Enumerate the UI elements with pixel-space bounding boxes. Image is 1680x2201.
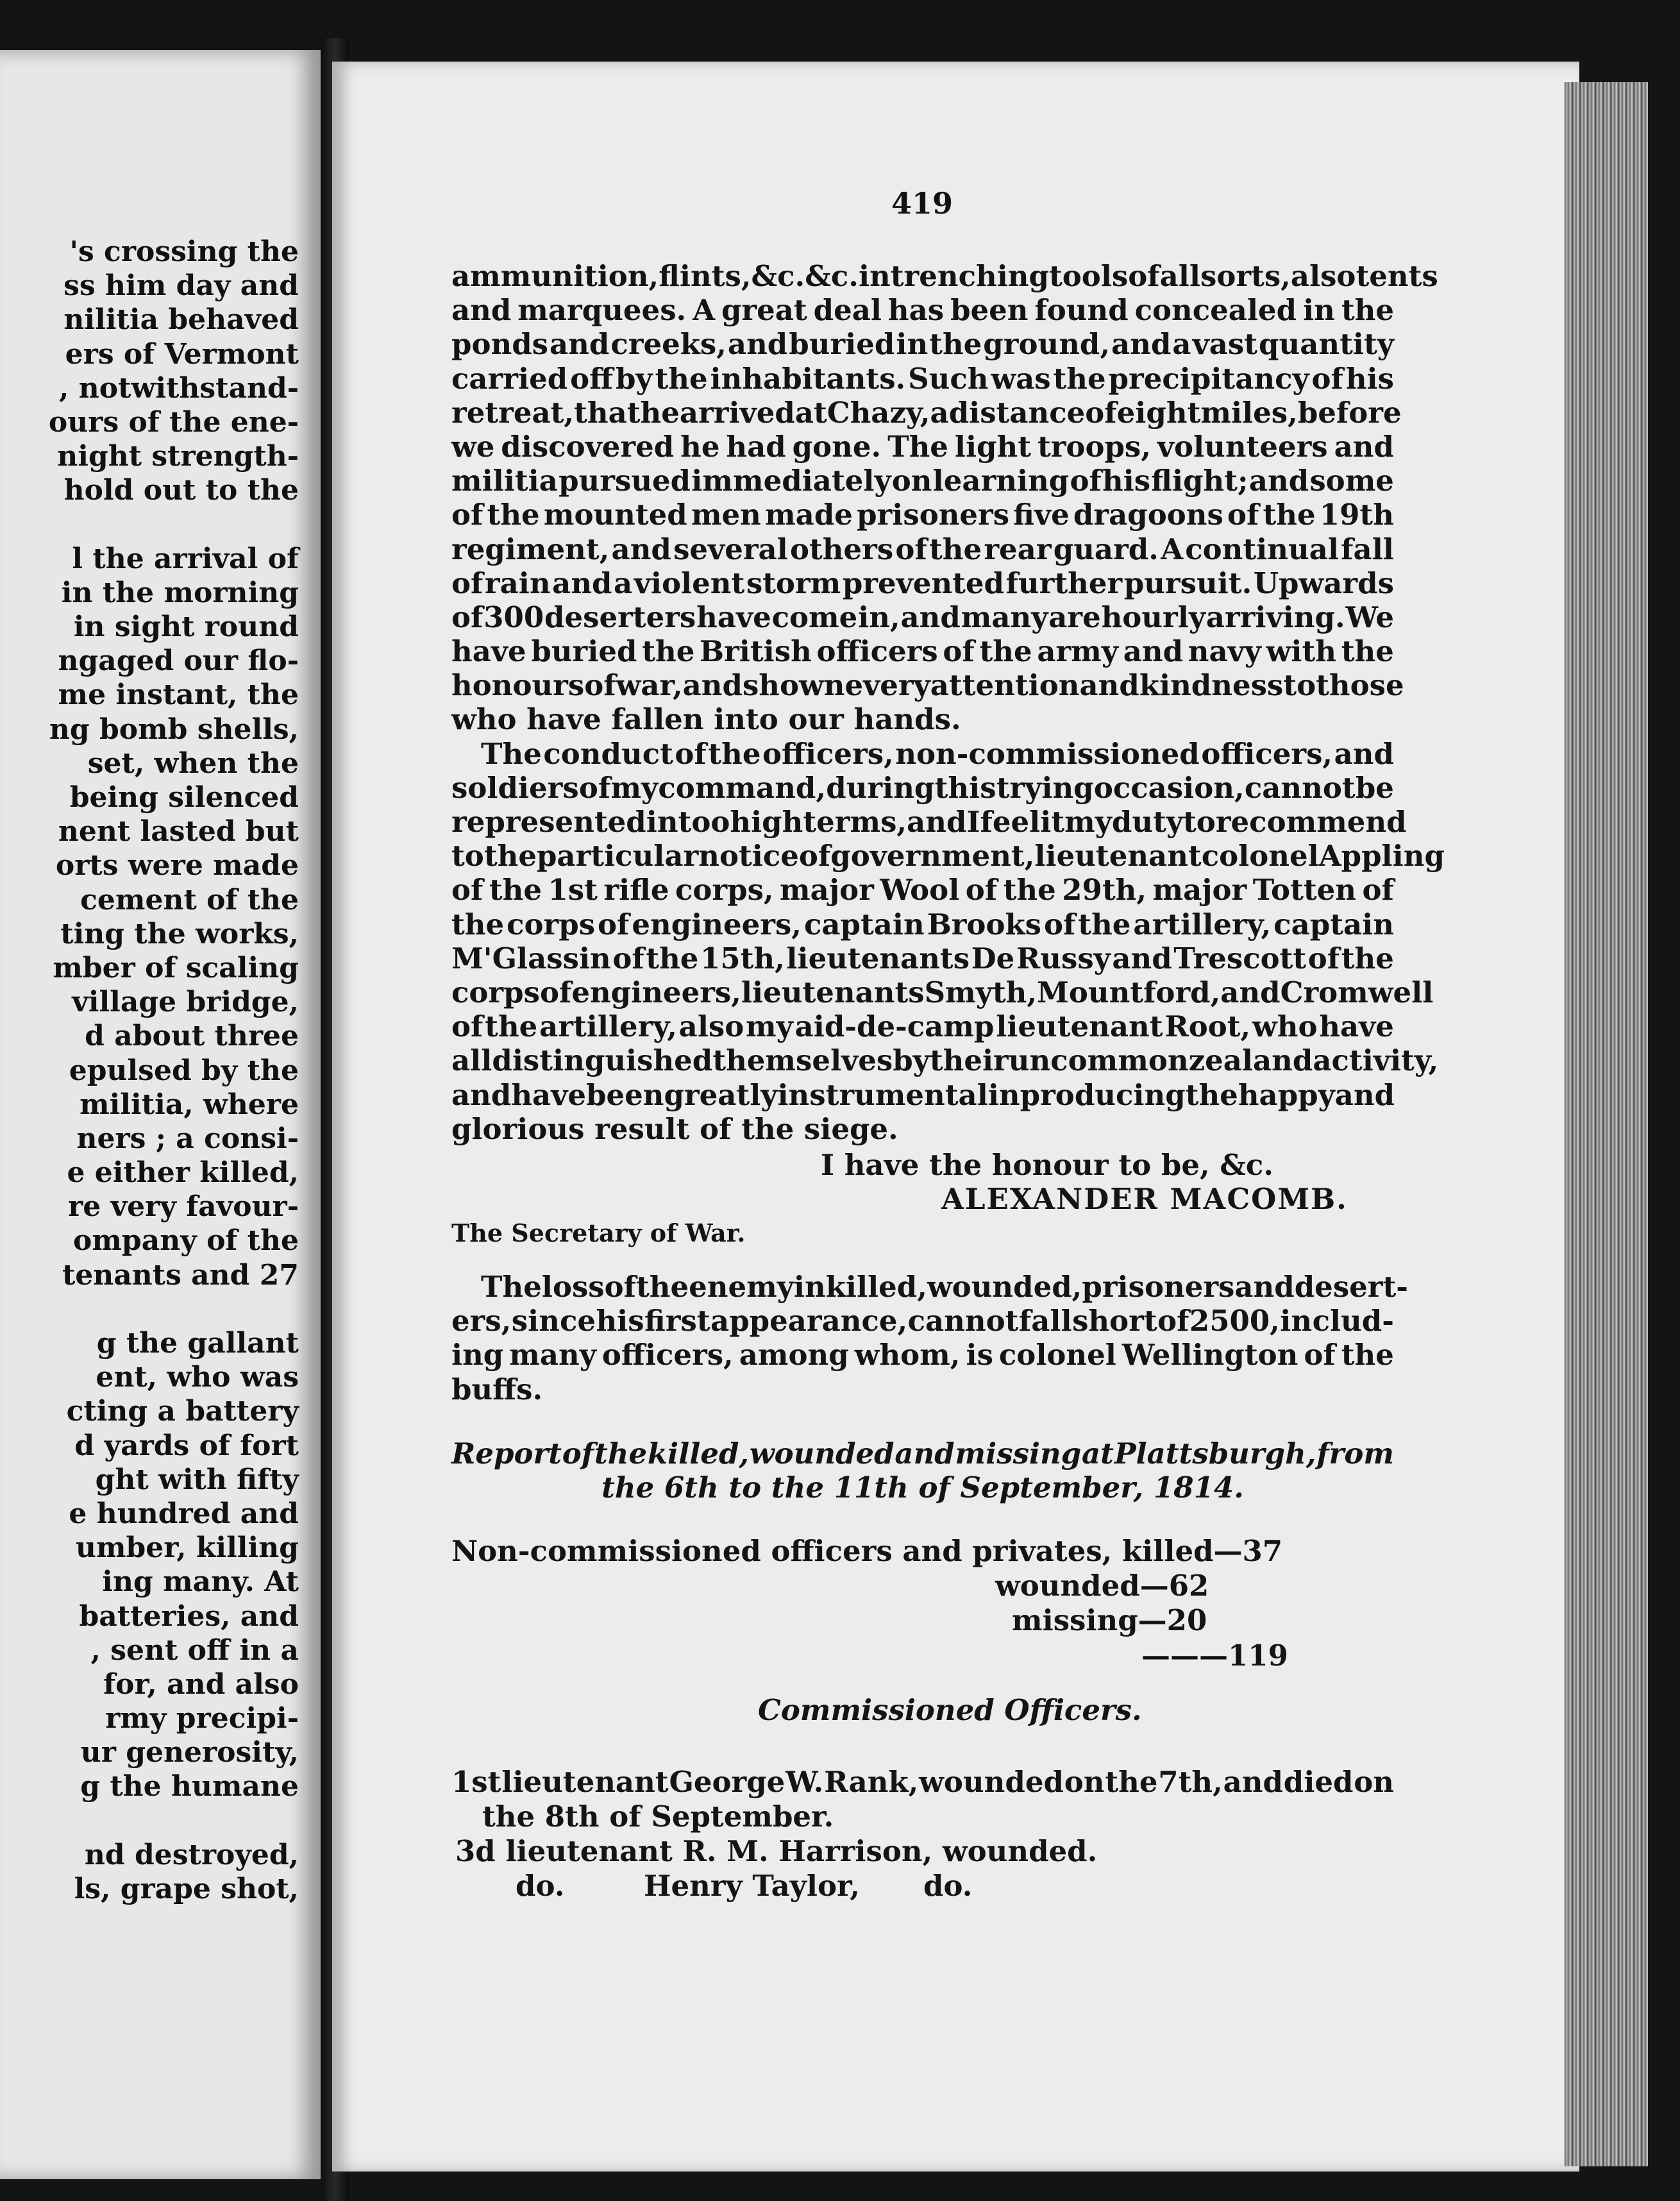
text-line: regiment, and several others of the rear guard. A continual fall bbox=[451, 532, 1394, 566]
commissioned-officers-heading: Commissioned Officers. bbox=[758, 1693, 1142, 1727]
left-text-line: for, and also bbox=[103, 1667, 299, 1701]
text-line: and marquees. A great deal has been found concealed in the bbox=[451, 293, 1394, 328]
left-text-line: in sight round bbox=[73, 611, 299, 644]
left-text-line: d yards of fort bbox=[74, 1429, 299, 1462]
text-line: we discovered he had gone. The light troops, volunteers and bbox=[451, 429, 1394, 464]
left-text-line: g the gallant bbox=[96, 1327, 299, 1360]
closing-line: I have the honour to be, &c. bbox=[821, 1148, 1273, 1182]
left-text-line bbox=[49, 1804, 299, 1838]
text-line: ammunition, flints, &c. &c. intrenching tools of all sorts, also tents bbox=[451, 259, 1438, 293]
officer-name: Henry Taylor, bbox=[644, 1869, 861, 1903]
enemy-loss-paragraph bbox=[451, 1270, 1408, 1406]
left-text-line: set, when the bbox=[87, 746, 299, 780]
text-line: retreat, that he arrived at Chazy, a distance of eight miles, before bbox=[451, 395, 1402, 430]
left-text-line: village bridge, bbox=[72, 986, 299, 1019]
text-line: all distinguished themselves by their uncommon zeal and activity, bbox=[451, 1043, 1439, 1078]
text-line: to the particular notice of government, lieutenant colonel Appling bbox=[451, 839, 1445, 873]
text-line: buffs. bbox=[451, 1372, 543, 1406]
left-text-line: me instant, the bbox=[58, 679, 299, 712]
officer-line: 3d lieutenant R. M. Harrison, wounded. bbox=[455, 1834, 1098, 1868]
text-line: The conduct of the officers, non-commissioned officers, and bbox=[481, 736, 1394, 771]
left-text-line: e either killed, bbox=[67, 1156, 299, 1190]
text-line: have buried the British officers of the army and navy with the bbox=[451, 634, 1394, 669]
left-text-line: rmy precipi- bbox=[105, 1702, 299, 1735]
left-text-line: ompany of the bbox=[73, 1224, 299, 1258]
page-edges bbox=[1565, 82, 1648, 2166]
text-line: of 300 deserters have come in, and many are hourly arriving. We bbox=[451, 600, 1394, 634]
left-text-line: e hundred and bbox=[69, 1497, 299, 1530]
text-line: The loss of the enemy in killed, wounded, prisoners and desert- bbox=[481, 1270, 1408, 1304]
left-text-line: ght with fifty bbox=[95, 1463, 299, 1496]
officer-line: the 8th of September. bbox=[482, 1800, 834, 1834]
casualties-killed: Non-commissioned officers and privates, killed—37 bbox=[451, 1534, 1283, 1568]
left-text-line: ers of Vermont bbox=[65, 337, 299, 371]
addressee: The Secretary of War. bbox=[451, 1219, 746, 1247]
text-line: of the mounted men made prisoners five dragoons of the 19th bbox=[451, 498, 1394, 532]
left-text-line: hold out to the bbox=[63, 474, 299, 507]
left-text-line: epulsed by the bbox=[69, 1054, 299, 1087]
text-line: honours of war, and shown every attention and kindness to those bbox=[451, 668, 1404, 703]
text-line: corps of engineers, lieutenants Smyth, Mountford, and Cromwell bbox=[451, 975, 1434, 1009]
left-text-line: ss him day and bbox=[63, 269, 299, 303]
left-text-line: re very favour- bbox=[68, 1190, 299, 1224]
left-text-line: tenants and 27 bbox=[62, 1258, 299, 1292]
left-text-line: ng bomb shells, bbox=[49, 713, 299, 746]
left-text-line: being silenced bbox=[69, 781, 299, 814]
signature: ALEXANDER MACOMB. bbox=[941, 1182, 1348, 1216]
text-line: ers, since his first appearance, cannot fall short of 2500, in clud- bbox=[451, 1304, 1394, 1338]
left-text-line: ners ; a consi- bbox=[76, 1122, 299, 1155]
left-text-line: nent lasted but bbox=[58, 815, 299, 848]
report-title-line: Report of the killed, wounded and missing at Plattsburgh, from bbox=[451, 1437, 1394, 1471]
text-line: ing many officers, among whom, is colonel Wellington of the bbox=[451, 1338, 1394, 1372]
officer-ditto: do. bbox=[516, 1869, 565, 1903]
left-text-line: cting a battery bbox=[66, 1395, 299, 1428]
text-line: represented in too high terms, and I feel it my duty to recommend bbox=[451, 805, 1407, 839]
text-line: the corps of engineers, captain Brooks of the artillery, captain bbox=[451, 907, 1394, 941]
text-line: ponds and creeks, and buried in the ground, and a vast quantity bbox=[451, 327, 1394, 362]
officer-ditto: do. bbox=[923, 1869, 973, 1903]
left-text-line: d about three bbox=[85, 1020, 299, 1053]
left-text-line: ent, who was bbox=[96, 1361, 299, 1394]
left-text-line: batteries, and bbox=[79, 1599, 299, 1633]
text-line: glorious result of the siege. bbox=[451, 1111, 898, 1146]
left-text-line: nilitia behaved bbox=[63, 303, 299, 337]
left-text-line: g the humane bbox=[80, 1770, 299, 1803]
left-text-line: ing many. At bbox=[102, 1565, 299, 1599]
text-line: who have fallen into our hands. bbox=[451, 702, 961, 737]
report-title bbox=[451, 1437, 1394, 1505]
left-text-line: orts were made bbox=[55, 849, 299, 882]
left-text-line: , sent off in a bbox=[90, 1633, 299, 1667]
left-text-line: ls, grape shot, bbox=[74, 1873, 299, 1905]
left-text-line: ours of the ene- bbox=[48, 405, 299, 439]
text-line: M'Glassin of the 15th, lieutenants De Russy and Trescott of the bbox=[451, 941, 1394, 975]
left-text-line: ur generosity, bbox=[80, 1736, 299, 1769]
page-number: 419 bbox=[891, 186, 953, 221]
text-line: of the 1st rifle corps, major Wool of the 29th, major Totten of bbox=[451, 873, 1394, 907]
left-text-line: mber of scaling bbox=[53, 951, 299, 984]
left-page-text bbox=[49, 235, 299, 1906]
casualties-total: ———119 bbox=[1141, 1639, 1288, 1673]
left-text-line: 's crossing the bbox=[69, 235, 299, 268]
text-line: soldiers of my command, during this trying occasion, cannot be bbox=[451, 770, 1394, 805]
left-text-line: in the morning bbox=[61, 576, 299, 609]
text-line: militia pursued immediately on learning of his flight; and some bbox=[451, 464, 1394, 498]
left-text-line bbox=[49, 508, 299, 542]
left-text-line: militia, where bbox=[80, 1088, 299, 1121]
left-text-line bbox=[49, 1292, 299, 1326]
text-line: of the artillery, also my aid-de-camp lieutenant Root, who have bbox=[451, 1009, 1394, 1044]
officers-list bbox=[451, 1765, 1394, 1799]
text-line: of rain and a violent storm prevented further pursuit. Upwards bbox=[451, 566, 1394, 600]
text-line: and have been greatly instrumental in producing the happy and bbox=[451, 1077, 1395, 1112]
left-text-line: , notwithstand- bbox=[59, 371, 299, 405]
officer-line bbox=[516, 1869, 973, 1903]
left-page bbox=[0, 50, 321, 2179]
casualties-wounded: wounded—62 bbox=[995, 1569, 1209, 1603]
left-text-line: nd destroyed, bbox=[84, 1838, 299, 1871]
left-text-line: l the arrival of bbox=[72, 542, 299, 575]
casualties-missing: missing—20 bbox=[1012, 1603, 1207, 1637]
letter-body bbox=[451, 259, 1445, 1146]
left-text-line: night strength- bbox=[57, 440, 299, 473]
left-text-line: ngaged our flo- bbox=[58, 645, 299, 678]
officer-line: 1st lieutenant George W. Rank, wounded on the 7th, and died on bbox=[451, 1765, 1394, 1799]
left-text-line: cement of the bbox=[80, 883, 299, 916]
left-text-line: ting the works, bbox=[60, 917, 299, 950]
report-title-line: the 6th to the 11th of September, 1814. bbox=[601, 1471, 1244, 1505]
text-line: carried off by the inhabitants. Such was the precipitancy of his bbox=[451, 361, 1394, 396]
left-text-line: umber, killing bbox=[75, 1531, 299, 1565]
